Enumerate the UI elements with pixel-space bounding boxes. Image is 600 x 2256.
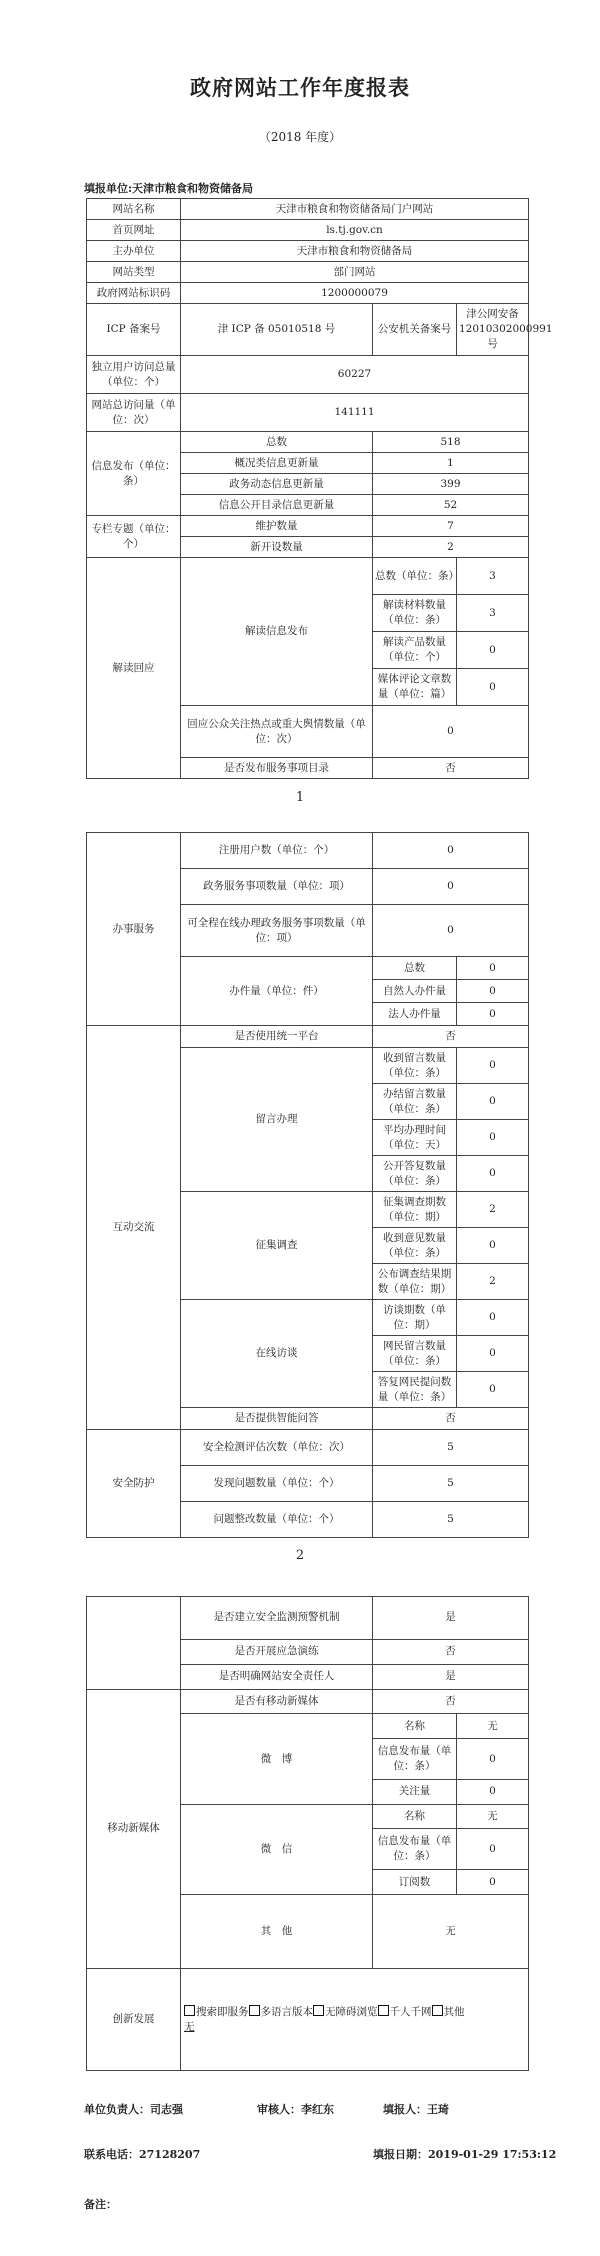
wechat-row-value: 无 — [457, 1804, 529, 1829]
security-row-value: 5 — [373, 1466, 529, 1502]
message-row-label: 收到留言数量（单位：条） — [373, 1048, 457, 1084]
innovation-other-value: 无 — [184, 2020, 195, 2033]
handle-row-label: 总数 — [373, 957, 457, 980]
icp-label: ICP 备案号 — [87, 304, 181, 356]
checkbox-icon[interactable] — [432, 2005, 443, 2016]
interp-row-label: 解读产品数量（单位：个） — [373, 632, 457, 669]
report-title: 政府网站工作年度报表 — [190, 75, 410, 100]
handle-row-value: 0 — [457, 980, 529, 1003]
security2-row-value: 是 — [373, 1664, 529, 1689]
innovation-option-personal[interactable]: 千人千网 — [378, 2006, 432, 2018]
survey-row-value: 2 — [457, 1264, 529, 1300]
security-row-value: 5 — [373, 1502, 529, 1538]
has-mobile-label: 是否有移动新媒体 — [181, 1689, 373, 1714]
reg-users-value: 0 — [373, 833, 529, 869]
host-value: 天津市粮食和物资储备局 — [181, 241, 529, 262]
service-items-label: 政务服务事项数量（单位：项） — [181, 869, 373, 905]
handle-row-label: 自然人办件量 — [373, 980, 457, 1003]
service-items-value: 0 — [373, 869, 529, 905]
interview-row-label: 访谈期数（单位：期） — [373, 1300, 457, 1336]
info-row-label: 概况类信息更新量 — [181, 453, 373, 474]
topic-row-value: 2 — [373, 537, 529, 558]
topic-row-label: 新开设数量 — [181, 537, 373, 558]
security2-row-label: 是否建立安全监测预警机制 — [181, 1597, 373, 1640]
interact-label: 互动交流 — [87, 1026, 181, 1430]
message-row-label: 办结留言数量（单位：条） — [373, 1084, 457, 1120]
wechat-row-label: 订阅数 — [373, 1870, 457, 1895]
service-catalog-label: 是否发布服务事项目录 — [181, 758, 373, 779]
survey-row-label: 收到意见数量（单位：条） — [373, 1228, 457, 1264]
uv-value: 60227 — [181, 356, 529, 394]
interp-row-value: 3 — [457, 558, 529, 595]
innovation-option-multilang[interactable]: 多语言版本 — [249, 2006, 314, 2018]
security-label: 安全防护 — [87, 1430, 181, 1538]
survey-row-value: 2 — [457, 1192, 529, 1228]
message-row-value: 0 — [457, 1084, 529, 1120]
weibo-label: 微 博 — [181, 1714, 373, 1804]
interp-row-label: 总数（单位：条） — [373, 558, 457, 595]
unified-platform-value: 否 — [373, 1026, 529, 1048]
interview-row-label: 答复网民提问数量（单位：条） — [373, 1372, 457, 1408]
interp-label: 解读回应 — [87, 558, 181, 779]
message-row-value: 0 — [457, 1048, 529, 1084]
police-label: 公安机关备案号 — [373, 304, 457, 356]
smart-qa-value: 否 — [373, 1408, 529, 1430]
wechat-label: 微 信 — [181, 1804, 373, 1894]
checkbox-icon[interactable] — [378, 2005, 389, 2016]
security-row-label: 问题整改数量（单位：个） — [181, 1502, 373, 1538]
filler: 填报人：王琦 — [383, 2103, 449, 2116]
handle-row-label: 法人办件量 — [373, 1003, 457, 1026]
topic-row-value: 7 — [373, 516, 529, 537]
online-items-value: 0 — [373, 905, 529, 957]
hot-response-value: 0 — [373, 706, 529, 758]
message-row-value: 0 — [457, 1120, 529, 1156]
checkbox-icon[interactable] — [313, 2005, 324, 2016]
innovation-option-other[interactable]: 其他 — [432, 2006, 465, 2018]
interview-row-value: 0 — [457, 1300, 529, 1336]
report-table-page2 — [86, 832, 529, 1538]
info-row-label: 政务动态信息更新量 — [181, 474, 373, 495]
has-mobile-value: 否 — [373, 1689, 529, 1714]
innovation-label: 创新发展 — [87, 1969, 181, 2071]
site-name-value: 天津市粮食和物资储备局门户网站 — [181, 199, 529, 220]
handle-label: 办件量（单位：件） — [181, 957, 373, 1026]
info-row-value: 518 — [373, 432, 529, 453]
message-row-value: 0 — [457, 1156, 529, 1192]
security2-row-value: 否 — [373, 1639, 529, 1664]
reviewer: 审核人：李红东 — [257, 2103, 334, 2116]
unit-leader: 单位负责人：司志强 — [84, 2103, 183, 2116]
page-number: 2 — [295, 1548, 305, 1563]
mobile-media-label: 移动新媒体 — [87, 1689, 181, 1969]
info-row-label: 总数 — [181, 432, 373, 453]
hot-response-label: 回应公众关注热点或重大舆情数量（单位：次） — [181, 706, 373, 758]
interview-row-value: 0 — [457, 1372, 529, 1408]
innovation-option-search[interactable]: 搜索即服务 — [184, 2006, 249, 2018]
remarks: 备注： — [84, 2198, 117, 2211]
wechat-row-value: 0 — [457, 1870, 529, 1895]
service-label: 办事服务 — [87, 833, 181, 1026]
survey-row-label: 公布调查结果期数（单位：期） — [373, 1264, 457, 1300]
home-url-label: 首页网址 — [87, 220, 181, 241]
service-catalog-value: 否 — [373, 758, 529, 779]
security2-row-label: 是否开展应急演练 — [181, 1639, 373, 1664]
online-items-label: 可全程在线办理政务服务事项数量（单位：项） — [181, 905, 373, 957]
report-table-page3 — [86, 1596, 529, 2071]
info-row-value: 399 — [373, 474, 529, 495]
smart-qa-label: 是否提供智能问答 — [181, 1408, 373, 1430]
interp-row-label: 解读材料数量（单位：条） — [373, 595, 457, 632]
handle-row-value: 0 — [457, 957, 529, 980]
uv-label: 独立用户访问总量（单位：个） — [87, 356, 181, 394]
wechat-row-label: 名称 — [373, 1804, 457, 1829]
other-media-label: 其 他 — [181, 1894, 373, 1968]
police-value: 津公网安备 12010302000991 号 — [457, 304, 529, 356]
site-type-value: 部门网站 — [181, 262, 529, 283]
site-id-value: 1200000079 — [181, 283, 529, 304]
message-row-label: 公开答复数量（单位：条） — [373, 1156, 457, 1192]
security-cont-cell — [87, 1597, 181, 1690]
reg-users-label: 注册用户数（单位：个） — [181, 833, 373, 869]
unified-platform-label: 是否使用统一平台 — [181, 1026, 373, 1048]
icp-value: 津 ICP 备 05010518 号 — [181, 304, 373, 356]
survey-row-label: 征集调查期数（单位：期） — [373, 1192, 457, 1228]
security-row-label: 发现问题数量（单位：个） — [181, 1466, 373, 1502]
message-label: 留言办理 — [181, 1048, 373, 1192]
weibo-row-label: 名称 — [373, 1714, 457, 1739]
security2-row-value: 是 — [373, 1597, 529, 1640]
weibo-row-label: 信息发布量（单位：条） — [373, 1739, 457, 1780]
handle-row-value: 0 — [457, 1003, 529, 1026]
report-table-page1 — [86, 198, 553, 779]
interp-row-label: 媒体评论文章数量（单位：篇） — [373, 669, 457, 706]
interp-row-value: 0 — [457, 632, 529, 669]
weibo-row-value: 0 — [457, 1779, 529, 1804]
info-row-label: 信息公开目录信息更新量 — [181, 495, 373, 516]
topic-row-label: 维护数量 — [181, 516, 373, 537]
weibo-row-value: 0 — [457, 1739, 529, 1780]
contact-phone: 联系电话：27128207 — [84, 2148, 201, 2161]
fill-date: 填报日期：2019-01-29 17:53:12 — [373, 2148, 557, 2161]
interview-label: 在线访谈 — [181, 1300, 373, 1408]
interp-publish-label: 解读信息发布 — [181, 558, 373, 706]
info-publish-label: 信息发布（单位：条） — [87, 432, 181, 516]
security-row-value: 5 — [373, 1430, 529, 1466]
host-label: 主办单位 — [87, 241, 181, 262]
innovation-option-accessible[interactable]: 无障碍浏览 — [313, 2006, 378, 2018]
interp-row-value: 0 — [457, 669, 529, 706]
site-type-label: 网站类型 — [87, 262, 181, 283]
weibo-row-label: 关注量 — [373, 1779, 457, 1804]
survey-row-value: 0 — [457, 1228, 529, 1264]
other-media-value: 无 — [373, 1894, 529, 1968]
topic-label: 专栏专题（单位：个） — [87, 516, 181, 558]
site-id-label: 政府网站标识码 — [87, 283, 181, 304]
home-url-value: ls.tj.gov.cn — [181, 220, 529, 241]
message-row-label: 平均办理时间（单位：天） — [373, 1120, 457, 1156]
survey-label: 征集调查 — [181, 1192, 373, 1300]
pv-value: 141111 — [181, 394, 529, 432]
filing-unit: 填报单位:天津市粮食和物资储备局 — [84, 182, 254, 195]
site-name-label: 网站名称 — [87, 199, 181, 220]
page-number: 1 — [295, 790, 305, 805]
interview-row-value: 0 — [457, 1336, 529, 1372]
checkbox-icon[interactable] — [184, 2005, 195, 2016]
info-row-value: 1 — [373, 453, 529, 474]
pv-label: 网站总访问量（单位：次） — [87, 394, 181, 432]
security2-row-label: 是否明确网站安全责任人 — [181, 1664, 373, 1689]
checkbox-icon[interactable] — [249, 2005, 260, 2016]
interview-row-label: 网民留言数量（单位：条） — [373, 1336, 457, 1372]
wechat-row-label: 信息发布量（单位：条） — [373, 1829, 457, 1870]
innovation-options — [181, 1969, 529, 2071]
weibo-row-value: 无 — [457, 1714, 529, 1739]
interp-row-value: 3 — [457, 595, 529, 632]
report-year: （2018 年度） — [258, 130, 342, 144]
wechat-row-value: 0 — [457, 1829, 529, 1870]
security-row-label: 安全检测评估次数（单位：次） — [181, 1430, 373, 1466]
info-row-value: 52 — [373, 495, 529, 516]
